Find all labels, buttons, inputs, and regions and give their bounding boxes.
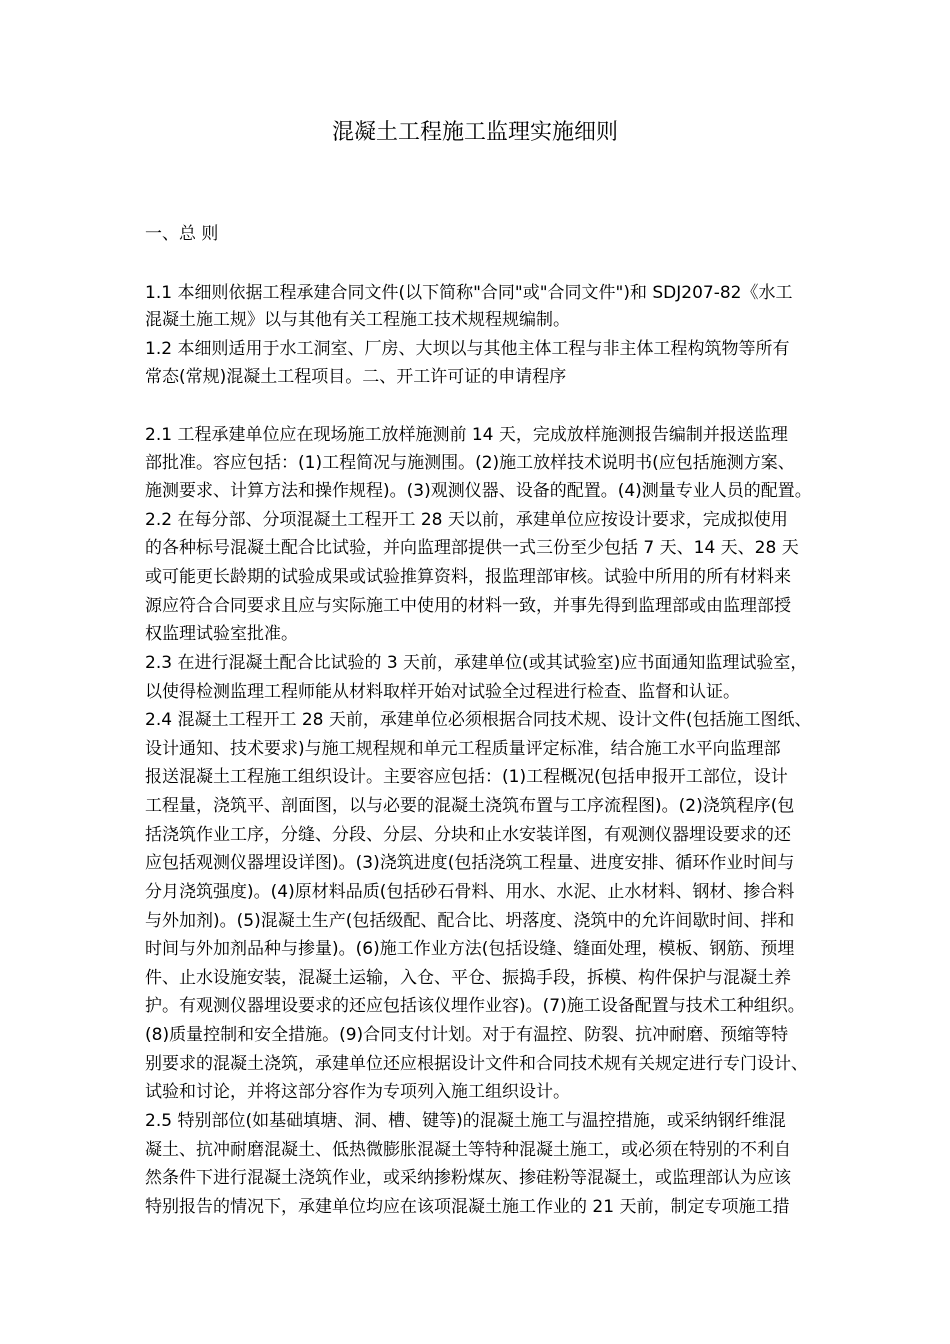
paragraph-line: 以使得检测监理工程师能从材料取样开始对试验全过程进行检查、监督和认证。 — [145, 682, 740, 702]
paragraph-line: 然条件下进行混凝土浇筑作业，或采纳掺粉煤灰、掺硅粉等混凝土，或监理部认为应该 — [145, 1168, 791, 1188]
paragraph-line: 2.1 工程承建单位应在现场施工放样施测前 14 天，完成放样施测报告编制并报送监理 — [145, 425, 788, 445]
paragraph-line: 部批准。容应包括：(1)工程简况与施测围。(2)施工放样技术说明书(应包括施测方案、 — [145, 453, 795, 473]
paragraph-line: 或可能更长龄期的试验成果或试验推算资料，报监理部审核。试验中所用的所有材料来 — [145, 567, 791, 587]
paragraph-line: 工程量，浇筑平、剖面图，以与必要的混凝土浇筑布置与工序流程图)。(2)浇筑程序(包 — [145, 796, 795, 816]
paragraph-line: 施测要求、计算方法和操作规程)。(3)观测仪器、设备的配置。(4)测量专业人员的配置。 — [145, 481, 812, 501]
paragraph-line: 护。有观测仪器埋设要求的还应包括该仪埋作业容)。(7)施工设备配置与技术工种组织。 — [145, 996, 805, 1016]
paragraph-line: 应包括观测仪器埋设详图)。(3)浇筑进度(包括浇筑工程量、进度安排、循环作业时间与 — [145, 853, 795, 873]
document-title: 混凝土工程施工监理实施细则 — [331, 120, 618, 145]
paragraph-line: 2.4 混凝土工程开工 28 天前，承建单位必须根据合同技术规、设计文件(包括施工图纸、 — [145, 710, 812, 730]
paragraph-line: 件、止水设施安装，混凝土运输，入仓、平仓、振捣手段，拆模、构件保护与混凝土养 — [145, 968, 791, 988]
section-heading: 一、总 则 — [145, 224, 219, 244]
paragraph-line: 2.3 在进行混凝土配合比试验的 3 天前，承建单位(或其试验室)应书面通知监理试验室， — [145, 653, 808, 673]
paragraph-line: 试验和讨论，并将这部分容作为专项列入施工组织设计。 — [145, 1082, 570, 1102]
paragraph-line: 设计通知、技术要求)与施工规程规和单元工程质量评定标准，结合施工水平向监理部 — [145, 739, 781, 759]
paragraph-line: 与外加剂)。(5)混凝土生产(包括级配、配合比、坍落度、浇筑中的允许间歇时间、拌和 — [145, 911, 795, 931]
paragraph-line: 1.1 本细则依据工程承建合同文件(以下简称"合同"或"合同文件")和 SDJ207-82《水工 — [145, 283, 793, 303]
paragraph-line: 括浇筑作业工序，分缝、分段、分层、分块和止水安装详图，有观测仪器埋设要求的还 — [145, 825, 791, 845]
paragraph-line: 2.2 在每分部、分项混凝土工程开工 28 天以前，承建单位应按设计要求，完成拟使用 — [145, 510, 788, 530]
paragraph-line: 分月浇筑强度)。(4)原材料品质(包括砂石骨料、用水、水泥、止水材料、钢材、掺合料 — [145, 882, 795, 902]
paragraph-line: 特别报告的情况下，承建单位均应在该项混凝土施工作业的 21 天前，制定专项施工措 — [145, 1197, 790, 1217]
paragraph-line: 权监理试验室批准。 — [145, 624, 298, 644]
paragraph-line: (8)质量控制和安全措施。(9)合同支付计划。对于有温控、防裂、抗冲耐磨、预缩等特 — [145, 1025, 789, 1045]
paragraph-line: 凝土、抗冲耐磨混凝土、低热微膨胀混凝土等特种混凝土施工，或必须在特别的不利自 — [145, 1140, 791, 1160]
paragraph-line: 时间与外加剂品种与掺量)。(6)施工作业方法(包括设缝、缝面处理，模板、钢筋、预埋 — [145, 939, 795, 959]
paragraph-line: 2.5 特别部位(如基础填塘、洞、槽、键等)的混凝土施工与温控措施，或采纳钢纤维混 — [145, 1111, 786, 1131]
paragraph-line: 混凝土施工规》以与其他有关工程施工技术规程规编制。 — [145, 310, 570, 330]
paragraph-line: 常态(常规)混凝土工程项目。二、开工许可证的申请程序 — [145, 367, 567, 387]
paragraph-line: 别要求的混凝土浇筑，承建单位还应根据设计文件和合同技术规有关规定进行专门设计、 — [145, 1054, 808, 1074]
paragraph-line: 报送混凝土工程施工组织设计。主要容应包括：(1)工程概况(包括申报开工部位，设计 — [145, 767, 788, 787]
paragraph-line: 的各种标号混凝土配合比试验，并向监理部提供一式三份至少包括 7 天、14 天、28 天 — [145, 538, 799, 558]
paragraph-line: 1.2 本细则适用于水工洞室、厂房、大坝以与其他主体工程与非主体工程构筑物等所有 — [145, 339, 790, 359]
paragraph-line: 源应符合合同要求且应与实际施工中使用的材料一致，并事先得到监理部或由监理部授 — [145, 596, 791, 616]
